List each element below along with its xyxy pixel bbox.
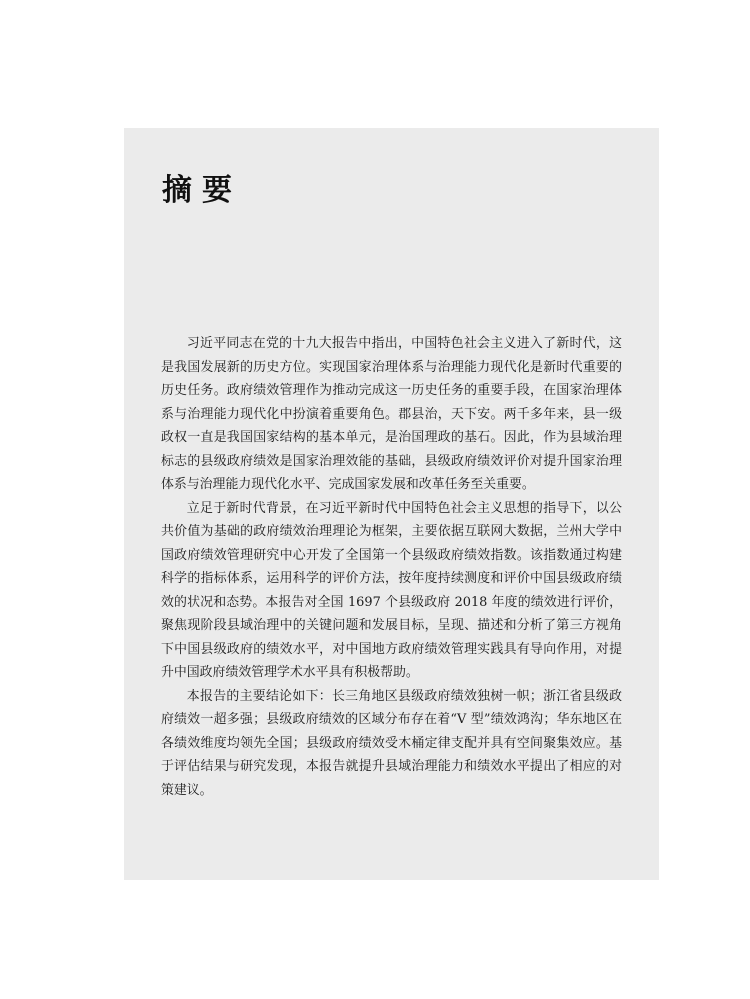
- paragraph: 本报告的主要结论如下：长三角地区县级政府绩效独树一帜；浙江省县级政府绩效一超多强；县级政府绩效的区域分布存在着“V 型”绩效鸿沟；华东地区在各绩效维度均领先全国；县级政府绩效受木桶定律支配并具有空间聚集效应。基于评估结果与研究发现，本报告就提升县域治理能力和绩效水平提出了相应的对策建议。: [161, 688, 622, 798]
- abstract-body: [161, 332, 622, 802]
- page-panel: [124, 128, 659, 880]
- paragraph: 立足于新时代背景，在习近平新时代中国特色社会主义思想的指导下，以公共价值为基础的政府绩效治理理论为框架，主要依据互联网大数据，兰州大学中国政府绩效管理研究中心开发了全国第一个县级政府绩效指数。该指数通过构建科学的指标体系，运用科学的评价方法，按年度持续测度和评价中国县级政府绩效的状况和态势。本报告对全国 1697 个县级政府 2018 年度的绩效进行评价，聚焦现阶段县域治理中的关键问题和发展目标，呈现、描述和分析了第三方视角下中国县级政府的绩效水平，对中国地方政府绩效管理实践具有导向作用，对提升中国政府绩效管理学术水平具有积极帮助。: [161, 500, 622, 680]
- page-title: 摘要: [162, 173, 242, 208]
- paragraph: 习近平同志在党的十九大报告中指出，中国特色社会主义进入了新时代，这是我国发展新的历史方位。实现国家治理体系与治理能力现代化是新时代重要的历史任务。政府绩效管理作为推动完成这一历史任务的重要手段，在国家治理体系与治理能力现代化中扮演着重要角色。郡县治，天下安。两千多年来，县一级政权一直是我国国家结构的基本单元，是治国理政的基石。因此，作为县域治理标志的县级政府绩效是国家治理效能的基础，县级政府绩效评价对提升国家治理体系与治理能力现代化水平、完成国家发展和改革任务至关重要。: [161, 336, 622, 492]
